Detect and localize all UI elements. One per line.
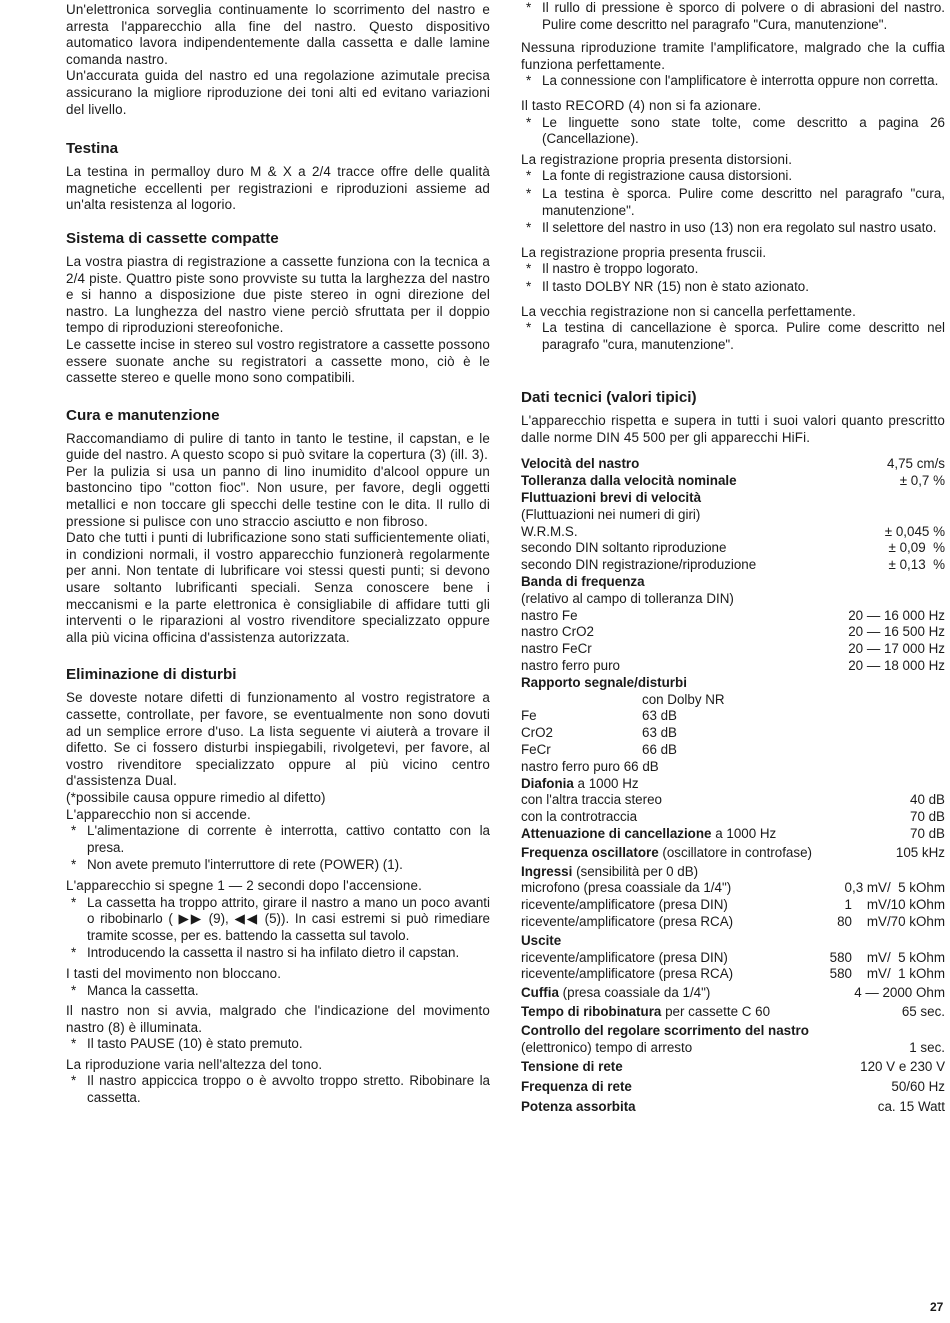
spec-row bbox=[521, 624, 945, 641]
spec-value: 580 mV/ 1 kOhm bbox=[829, 966, 945, 982]
spec-value: ± 0,09 % bbox=[888, 540, 945, 556]
spec-value: 70 dB bbox=[910, 826, 945, 841]
trouble-symptom: La riproduzione varia nell'altezza del tono. bbox=[66, 1056, 323, 1072]
trouble-symptom: La registrazione propria presenta distorsioni. bbox=[521, 151, 793, 167]
trouble-cause: * Il nastro è troppo logorato. bbox=[526, 261, 699, 277]
spec-row bbox=[521, 725, 945, 742]
eliminazione-paragraph: Se doveste notare difetti di funzionamento al vostro registratore a cassette, controllate, per favore, se eventualmente non sono dovuti ad un semplice errore d'uso. La lista seguente vi aiuterà a trovare il difetto. Se ci fossero disturbi inspiegabili, rivolgetevi, per favore, al vostro rivenditore specializzato oppure al più vicino centro d'assistenza Dual. bbox=[66, 690, 490, 789]
trouble-symptom: La registrazione propria presenta fruscii. bbox=[521, 244, 767, 260]
spec-label: Frequenza oscillatore (oscillatore in controfase) bbox=[521, 844, 812, 860]
spec-value: 20 — 16 500 Hz bbox=[848, 624, 945, 640]
spec-value: 63 dB bbox=[642, 708, 677, 724]
spec-label: ricevente/amplificatore (presa DIN) bbox=[521, 949, 728, 965]
spec-label: nastro ferro puro bbox=[521, 658, 620, 674]
spec-value: 105 kHz bbox=[895, 844, 945, 860]
asterisk-icon: * bbox=[71, 982, 77, 998]
spec-label: Fe bbox=[521, 708, 537, 724]
asterisk-icon: * bbox=[526, 320, 532, 336]
spec-value: 580 mV/ 5 kOhm bbox=[829, 949, 945, 965]
spec-label: Attenuazione di cancellazione a 1000 Hz bbox=[521, 826, 777, 841]
spec-value: 70 dB bbox=[910, 809, 945, 825]
trouble-cause: * Introducendo la cassetta il nastro si ha infilato dietro il capstan. bbox=[71, 945, 460, 961]
spec-table bbox=[521, 456, 945, 1115]
intro-paragraph: Un'elettronica sorveglia continuamente lo scorrimento del nastro e arresta l'apparecchio alla fine del nastro. Questo dispositivo automatico lavora indipendentemente dalla cassetta e dalle lamine comanda nastro. bbox=[66, 2, 490, 67]
dati-intro: L'apparecchio rispetta e supera in tutti i suoi valori quanto prescritto dalle norme DIN 45 500 per gli apparecchi HiFi. bbox=[521, 413, 945, 445]
spec-row bbox=[521, 641, 945, 658]
spec-value: ± 0,7 % bbox=[899, 473, 945, 489]
trouble-cause: * Il tasto PAUSE (10) è stato premuto. bbox=[71, 1036, 303, 1052]
spec-label: Frequenza di rete bbox=[521, 1079, 632, 1095]
trouble-cause: * Il tasto DOLBY NR (15) non è stato azionato. bbox=[526, 278, 809, 294]
spec-value: 4,75 cm/s bbox=[886, 456, 945, 472]
spec-label: Velocità del nastro bbox=[521, 456, 640, 472]
spec-row bbox=[521, 1040, 945, 1057]
section-heading-eliminazione: Eliminazione di disturbi bbox=[66, 666, 237, 684]
page-number: 27 bbox=[930, 1300, 944, 1314]
trouble-symptom: Nessuna riproduzione tramite l'amplificatore, malgrado che la cuffia funziona perfettamente. bbox=[521, 40, 945, 72]
trouble-symptom: Il tasto RECORD (4) non si fa azionare. bbox=[521, 97, 762, 113]
spec-heading: Controllo del regolare scorrimento del nastro bbox=[521, 1022, 809, 1038]
spec-row bbox=[521, 985, 945, 1002]
sistema-paragraph: Le cassette incise in stereo sul vostro registratore a cassette possono essere suonate anche su registratori a cassette mono, ciò è le cassette stereo e quelle mono sono compatibili. bbox=[66, 336, 490, 386]
spec-label: microfono (presa coassiale da 1/4") bbox=[521, 880, 732, 896]
section-heading-dati-tecnici: Dati tecnici (valori tipici) bbox=[521, 389, 697, 407]
asterisk-icon: * bbox=[71, 1073, 77, 1089]
spec-label: Cuffia (presa coassiale da 1/4") bbox=[521, 985, 711, 1001]
left-column bbox=[66, 2, 490, 1108]
spec-value: ± 0,045 % bbox=[884, 523, 945, 539]
asterisk-icon: * bbox=[71, 823, 77, 839]
trouble-cause: * Il rullo di pressione è sporco di polvere o di abrasioni del nastro. Pulire come descritto nel paragrafo "Cura, manutenzione". bbox=[526, 0, 945, 32]
trouble-symptom: La vecchia registrazione non si cancella perfettamente. bbox=[521, 303, 857, 319]
asterisk-icon: * bbox=[526, 185, 532, 201]
spec-label: secondo DIN soltanto riproduzione bbox=[521, 540, 727, 556]
spec-row bbox=[521, 1079, 945, 1096]
asterisk-icon: * bbox=[526, 73, 532, 89]
spec-heading: Rapporto segnale/disturbi bbox=[521, 674, 687, 690]
spec-label: con l'altra traccia stereo bbox=[521, 792, 662, 808]
spec-row bbox=[521, 524, 945, 541]
cura-paragraph: Raccomandiamo di pulire di tanto in tanto le testine, il capstan, e le guide del nastro. A questo scopo si può svitare la copertura (3) (ill. 3). bbox=[66, 430, 490, 463]
asterisk-icon: * bbox=[71, 857, 77, 873]
spec-row bbox=[521, 557, 945, 574]
spec-value: 40 dB bbox=[910, 792, 945, 808]
spec-row bbox=[521, 540, 945, 557]
trouble-cause: * L'alimentazione di corrente è interrotta, cattivo contatto con la presa. bbox=[71, 823, 490, 855]
spec-heading: Banda di frequenza bbox=[521, 574, 645, 590]
spec-label: nastro Fe bbox=[521, 607, 578, 623]
asterisk-icon: * bbox=[526, 220, 532, 236]
legend-note: (*possibile causa oppure rimedio al difetto) bbox=[66, 789, 326, 805]
spec-row bbox=[521, 742, 945, 759]
asterisk-icon: * bbox=[71, 1036, 77, 1052]
trouble-cause: * La connessione con l'amplificatore è interrotta oppure non corretta. bbox=[526, 73, 939, 89]
spec-row bbox=[521, 708, 945, 725]
spec-subheading: (Fluttuazioni nei numeri di giri) bbox=[521, 506, 701, 522]
spec-label: ricevente/amplificatore (presa DIN) bbox=[521, 897, 728, 913]
trouble-cause: * Non avete premuto l'interruttore di rete (POWER) (1). bbox=[71, 857, 403, 873]
spec-row bbox=[521, 880, 945, 897]
cura-paragraph: Dato che tutti i punti di lubrificazione sono stati sufficientemente oliati, in condizioni normali, il vostro apparecchio funzionerà regolarmente per anni. Non tentate di lubrificare voi stessi questi punti; si devono usare soltanto lubrificanti speciali. Senza conoscere bene i meccanismi e la parte elettronica è consigliabile di affidare tutti gli interventi o le riparazioni al vostro rivenditore specializzato oppure alla più vicina officina d'assistenza autorizzata. bbox=[66, 530, 490, 645]
spec-label: Tempo di ribobinatura per cassette C 60 bbox=[521, 1003, 771, 1019]
trouble-cause: * La testina è sporca. Pulire come descritto nel paragrafo "cura, manutenzione". bbox=[526, 185, 945, 218]
spec-subheading: con Dolby NR bbox=[642, 691, 725, 707]
spec-label: W.R.M.S. bbox=[521, 523, 578, 539]
spec-value: 50/60 Hz bbox=[891, 1079, 945, 1095]
trouble-cause: * Le linguette sono state tolte, come descritto a pagina 26 (Cancellazione). bbox=[526, 114, 945, 147]
spec-label: nastro FeCr bbox=[521, 641, 592, 657]
spec-label: CrO2 bbox=[521, 725, 553, 741]
spec-row bbox=[521, 950, 945, 967]
asterisk-icon: * bbox=[526, 261, 532, 277]
spec-label: Tolleranza dalla velocità nominale bbox=[521, 473, 737, 489]
spec-value: 20 — 17 000 Hz bbox=[848, 641, 945, 657]
asterisk-icon: * bbox=[526, 278, 532, 294]
trouble-cause: * Manca la cassetta. bbox=[71, 982, 199, 998]
spec-row bbox=[521, 897, 945, 914]
spec-row bbox=[521, 608, 945, 625]
spec-row bbox=[521, 966, 945, 983]
spec-value: 63 dB bbox=[642, 725, 677, 741]
trouble-cause: * La testina di cancellazione è sporca. Pulire come descritto nel paragrafo "cura, manutenzione". bbox=[526, 320, 945, 352]
spec-row bbox=[521, 456, 945, 473]
spec-label: ricevente/amplificatore (presa RCA) bbox=[521, 913, 734, 929]
spec-row bbox=[521, 826, 945, 843]
spec-label: Potenza assorbita bbox=[521, 1098, 636, 1114]
asterisk-icon: * bbox=[526, 168, 532, 184]
spec-value: ca. 15 Watt bbox=[877, 1098, 945, 1114]
spec-heading: Fluttuazioni brevi di velocità bbox=[521, 490, 702, 506]
spec-value: 20 — 18 000 Hz bbox=[848, 658, 945, 674]
right-column bbox=[521, 0, 945, 1116]
spec-heading: Ingressi (sensibilità per 0 dB) bbox=[521, 863, 699, 879]
spec-label: (elettronico) tempo di arresto bbox=[521, 1039, 693, 1055]
spec-value: 0,3 mV/ 5 kOhm bbox=[844, 880, 945, 896]
spec-value: 80 mV/70 kOhm bbox=[837, 913, 945, 929]
spec-row bbox=[521, 845, 945, 862]
testina-paragraph: La testina in permalloy duro M & X a 2/4 tracce offre delle qualità magnetiche eccellenti per registrazioni e riproduzioni assieme ad un'alta resistenza al logorio. bbox=[66, 164, 490, 213]
spec-label: con la controtraccia bbox=[521, 809, 638, 825]
spec-value: 1 mV/10 kOhm bbox=[844, 897, 945, 913]
trouble-symptom: L'apparecchio si spegne 1 — 2 secondi dopo l'accensione. bbox=[66, 877, 422, 893]
sistema-paragraph: La vostra piastra di registrazione a cassette funziona con la tecnica a 2/4 piste. Quattro piste sono provviste su tutta la larghezza del nastro e si hanno a disposizione due piste stereo in ogni direzione del nastro. La lunghezza del nastro viene perciò sfruttata per il doppio tempo di riproduzioni stereofoniche. bbox=[66, 253, 490, 336]
spec-label: Tensione di rete bbox=[521, 1059, 623, 1075]
trouble-cause: * La cassetta ha troppo attrito, girare il nastro a mano un poco avanti o ribobinarlo ( ▶▶ (9), ◀◀ (5)). In casi estremi si può rimediare tramite scosse, per es. battendo la cassetta sul tavolo. bbox=[71, 894, 490, 943]
spec-label: secondo DIN registrazione/riproduzione bbox=[521, 557, 757, 573]
trouble-cause: * Il selettore del nastro in uso (13) non era regolato sul nastro usato. bbox=[526, 220, 937, 236]
spec-value: ± 0,13 % bbox=[888, 557, 945, 573]
spec-row bbox=[521, 792, 945, 809]
spec-row bbox=[521, 1099, 945, 1116]
spec-value: 120 V e 230 V bbox=[860, 1059, 945, 1075]
section-heading-testina: Testina bbox=[66, 140, 119, 158]
trouble-cause: * La fonte di registrazione causa distorsioni. bbox=[526, 168, 793, 184]
spec-label: FeCr bbox=[521, 742, 551, 758]
spec-value: 65 sec. bbox=[901, 1003, 945, 1019]
spec-row bbox=[521, 1004, 945, 1021]
spec-row bbox=[521, 809, 945, 826]
spec-label: nastro CrO2 bbox=[521, 624, 594, 640]
spec-row bbox=[521, 914, 945, 931]
spec-row: nastro ferro puro 66 dB bbox=[521, 758, 659, 774]
spec-heading: Uscite bbox=[521, 932, 562, 948]
trouble-symptom: I tasti del movimento non bloccano. bbox=[66, 965, 282, 981]
spec-row bbox=[521, 658, 945, 675]
spec-value: 1 sec. bbox=[909, 1039, 945, 1055]
section-heading-cura: Cura e manutenzione bbox=[66, 406, 220, 424]
spec-value: 4 — 2000 Ohm bbox=[854, 985, 945, 1001]
asterisk-icon: * bbox=[526, 0, 532, 15]
spec-row bbox=[521, 1059, 945, 1076]
trouble-symptom: L'apparecchio non si accende. bbox=[66, 806, 251, 822]
spec-value: 66 dB bbox=[642, 742, 677, 758]
section-heading-sistema: Sistema di cassette compatte bbox=[66, 229, 279, 247]
spec-row bbox=[521, 473, 945, 490]
asterisk-icon: * bbox=[71, 945, 77, 961]
trouble-symptom: Il nastro non si avvia, malgrado che l'indicazione del movimento nastro (8) è illuminata. bbox=[66, 1003, 490, 1035]
spec-heading: Diafonia a 1000 Hz bbox=[521, 775, 639, 791]
spec-value: 20 — 16 000 Hz bbox=[848, 607, 945, 623]
asterisk-icon: * bbox=[526, 114, 532, 130]
intro-paragraph: Un'accurata guida del nastro ed una regolazione azimutale precisa assicurano la migliore riproduzione dei toni alti ed evitano variazioni del livello. bbox=[66, 68, 490, 117]
spec-subheading: (relativo al campo di tolleranza DIN) bbox=[521, 590, 734, 606]
spec-label: ricevente/amplificatore (presa RCA) bbox=[521, 966, 734, 982]
trouble-cause: * Il nastro appiccica troppo o è avvolto troppo stretto. Ribobinare la cassetta. bbox=[71, 1073, 490, 1106]
cura-paragraph: Per la pulizia si usa un panno di lino inumidito d'alcool oppure un bastoncino tipo "cotton fioc". Non usure, per favore, degli oggetti metallici e non toccare gli specchi delle testine con le dita. Il rullo di pressione si pulisce con uno straccio asciutto e non fibroso. bbox=[66, 463, 490, 529]
asterisk-icon: * bbox=[71, 894, 77, 910]
